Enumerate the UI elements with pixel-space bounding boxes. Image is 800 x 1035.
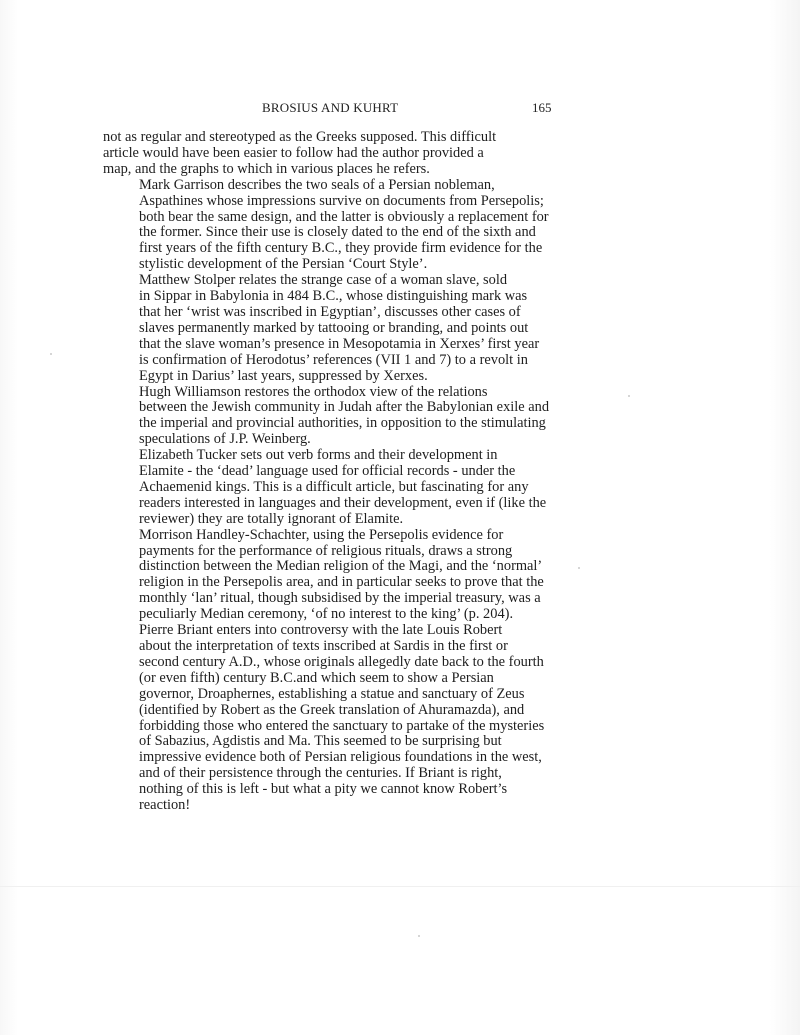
text-line: Elamite - the ‘dead’ language used for official records - under the bbox=[139, 463, 516, 480]
text-line: is confirmation of Herodotus’ references (VII 1 and 7) to a revolt in bbox=[139, 351, 528, 368]
text-line: Mark Garrison describes the two seals of a Persian nobleman, bbox=[139, 176, 495, 193]
paragraph bbox=[103, 130, 555, 178]
text-line: slaves permanently marked by tattooing or branding, and points out bbox=[139, 319, 529, 336]
text-line: Elizabeth Tucker sets out verb forms and their development in bbox=[139, 447, 498, 464]
text-line: the imperial and provincial authorities, in opposition to the stimulating bbox=[139, 415, 546, 432]
scan-speck bbox=[50, 353, 52, 355]
text-line: Aspathines whose impressions survive on documents from Persepolis; bbox=[139, 192, 544, 209]
text-line: not as regular and stereotyped as the Greeks supposed. This difficult bbox=[103, 129, 497, 145]
text-line: that her ‘wrist was inscribed in Egyptian’, discusses other cases of bbox=[139, 303, 521, 320]
body-text bbox=[103, 130, 555, 814]
paragraph bbox=[103, 623, 555, 814]
text-line: (identified by Robert as the Greek translation of Ahuramazda), and bbox=[139, 701, 525, 718]
text-line: monthly ‘lan’ ritual, though subsidised by the imperial treasury, was a bbox=[139, 590, 541, 607]
text-line: about the interpretation of texts inscribed at Sardis in the first or bbox=[139, 638, 508, 654]
paragraph bbox=[103, 385, 555, 449]
text-line: reaction! bbox=[139, 797, 191, 814]
scan-shadow-line bbox=[0, 886, 800, 887]
text-line: (or even fifth) century B.C.and which seem to show a Persian bbox=[139, 669, 494, 686]
page-number: 165 bbox=[532, 100, 552, 115]
text-line: and of their persistence through the centuries. If Briant is right, bbox=[139, 765, 502, 782]
paragraph bbox=[103, 528, 555, 623]
text-line: impressive evidence both of Persian religious foundations in the west, bbox=[139, 749, 542, 766]
text-line: Matthew Stolper relates the strange case of a woman slave, sold bbox=[139, 272, 508, 289]
text-line: that the slave woman’s presence in Mesopotamia in Xerxes’ first year bbox=[139, 335, 540, 352]
text-line: payments for the performance of religious rituals, draws a strong bbox=[139, 542, 513, 559]
text-line: second century A.D., whose originals allegedly date back to the fourth bbox=[139, 653, 544, 670]
text-line: of Sabazius, Agdistis and Ma. This seemed to be surprising but bbox=[139, 733, 502, 750]
text-line: reviewer) they are totally ignorant of Elamite. bbox=[139, 510, 404, 527]
text-line: Achaemenid kings. This is a difficult article, but fascinating for any bbox=[139, 478, 529, 495]
text-line: the former. Since their use is closely dated to the end of the sixth and bbox=[139, 224, 536, 241]
text-line: both bear the same design, and the latter is obviously a replacement for bbox=[139, 208, 549, 225]
paragraph bbox=[103, 448, 555, 528]
text-line: in Sippar in Babylonia in 484 B.C., whose distinguishing mark was bbox=[139, 288, 528, 305]
text-line: readers interested in languages and their development, even if (like the bbox=[139, 494, 547, 511]
text-line: article would have been easier to follow had the author provided a bbox=[103, 144, 484, 161]
scan-speck bbox=[628, 395, 630, 397]
text-line: Hugh Williamson restores the orthodox view of the relations bbox=[139, 383, 488, 400]
paragraph bbox=[103, 273, 555, 384]
page-header bbox=[100, 100, 560, 120]
text-line: map, and the graphs to which in various places he refers. bbox=[103, 160, 430, 177]
scan-speck bbox=[578, 567, 580, 569]
text-line: stylistic development of the Persian ‘Court Style’. bbox=[139, 256, 428, 273]
text-line: distinction between the Median religion of the Magi, and the ‘normal’ bbox=[139, 558, 543, 575]
text-line: Pierre Briant enters into controversy with the late Louis Robert bbox=[139, 622, 503, 639]
text-line: governor, Droaphernes, establishing a statue and sanctuary of Zeus bbox=[139, 685, 525, 702]
running-head: BROSIUS AND KUHRT bbox=[262, 100, 399, 115]
text-line: nothing of this is left - but what a pity we cannot know Robert’s bbox=[139, 781, 508, 798]
scan-speck bbox=[418, 935, 420, 937]
text-line: Egypt in Darius’ last years, suppressed by Xerxes. bbox=[139, 367, 428, 384]
text-line: forbidding those who entered the sanctuary to partake of the mysteries bbox=[139, 717, 545, 734]
text-line: first years of the fifth century B.C., they provide firm evidence for the bbox=[139, 240, 543, 257]
text-line: religion in the Persepolis area, and in particular seeks to prove that the bbox=[139, 574, 544, 591]
text-line: Morrison Handley-Schachter, using the Persepolis evidence for bbox=[139, 526, 504, 543]
paragraph bbox=[103, 178, 555, 273]
text-line: peculiarly Median ceremony, ‘of no interest to the king’ (p. 204). bbox=[139, 606, 514, 623]
text-line: between the Jewish community in Judah after the Babylonian exile and bbox=[139, 399, 550, 416]
text-line: speculations of J.P. Weinberg. bbox=[139, 431, 311, 448]
